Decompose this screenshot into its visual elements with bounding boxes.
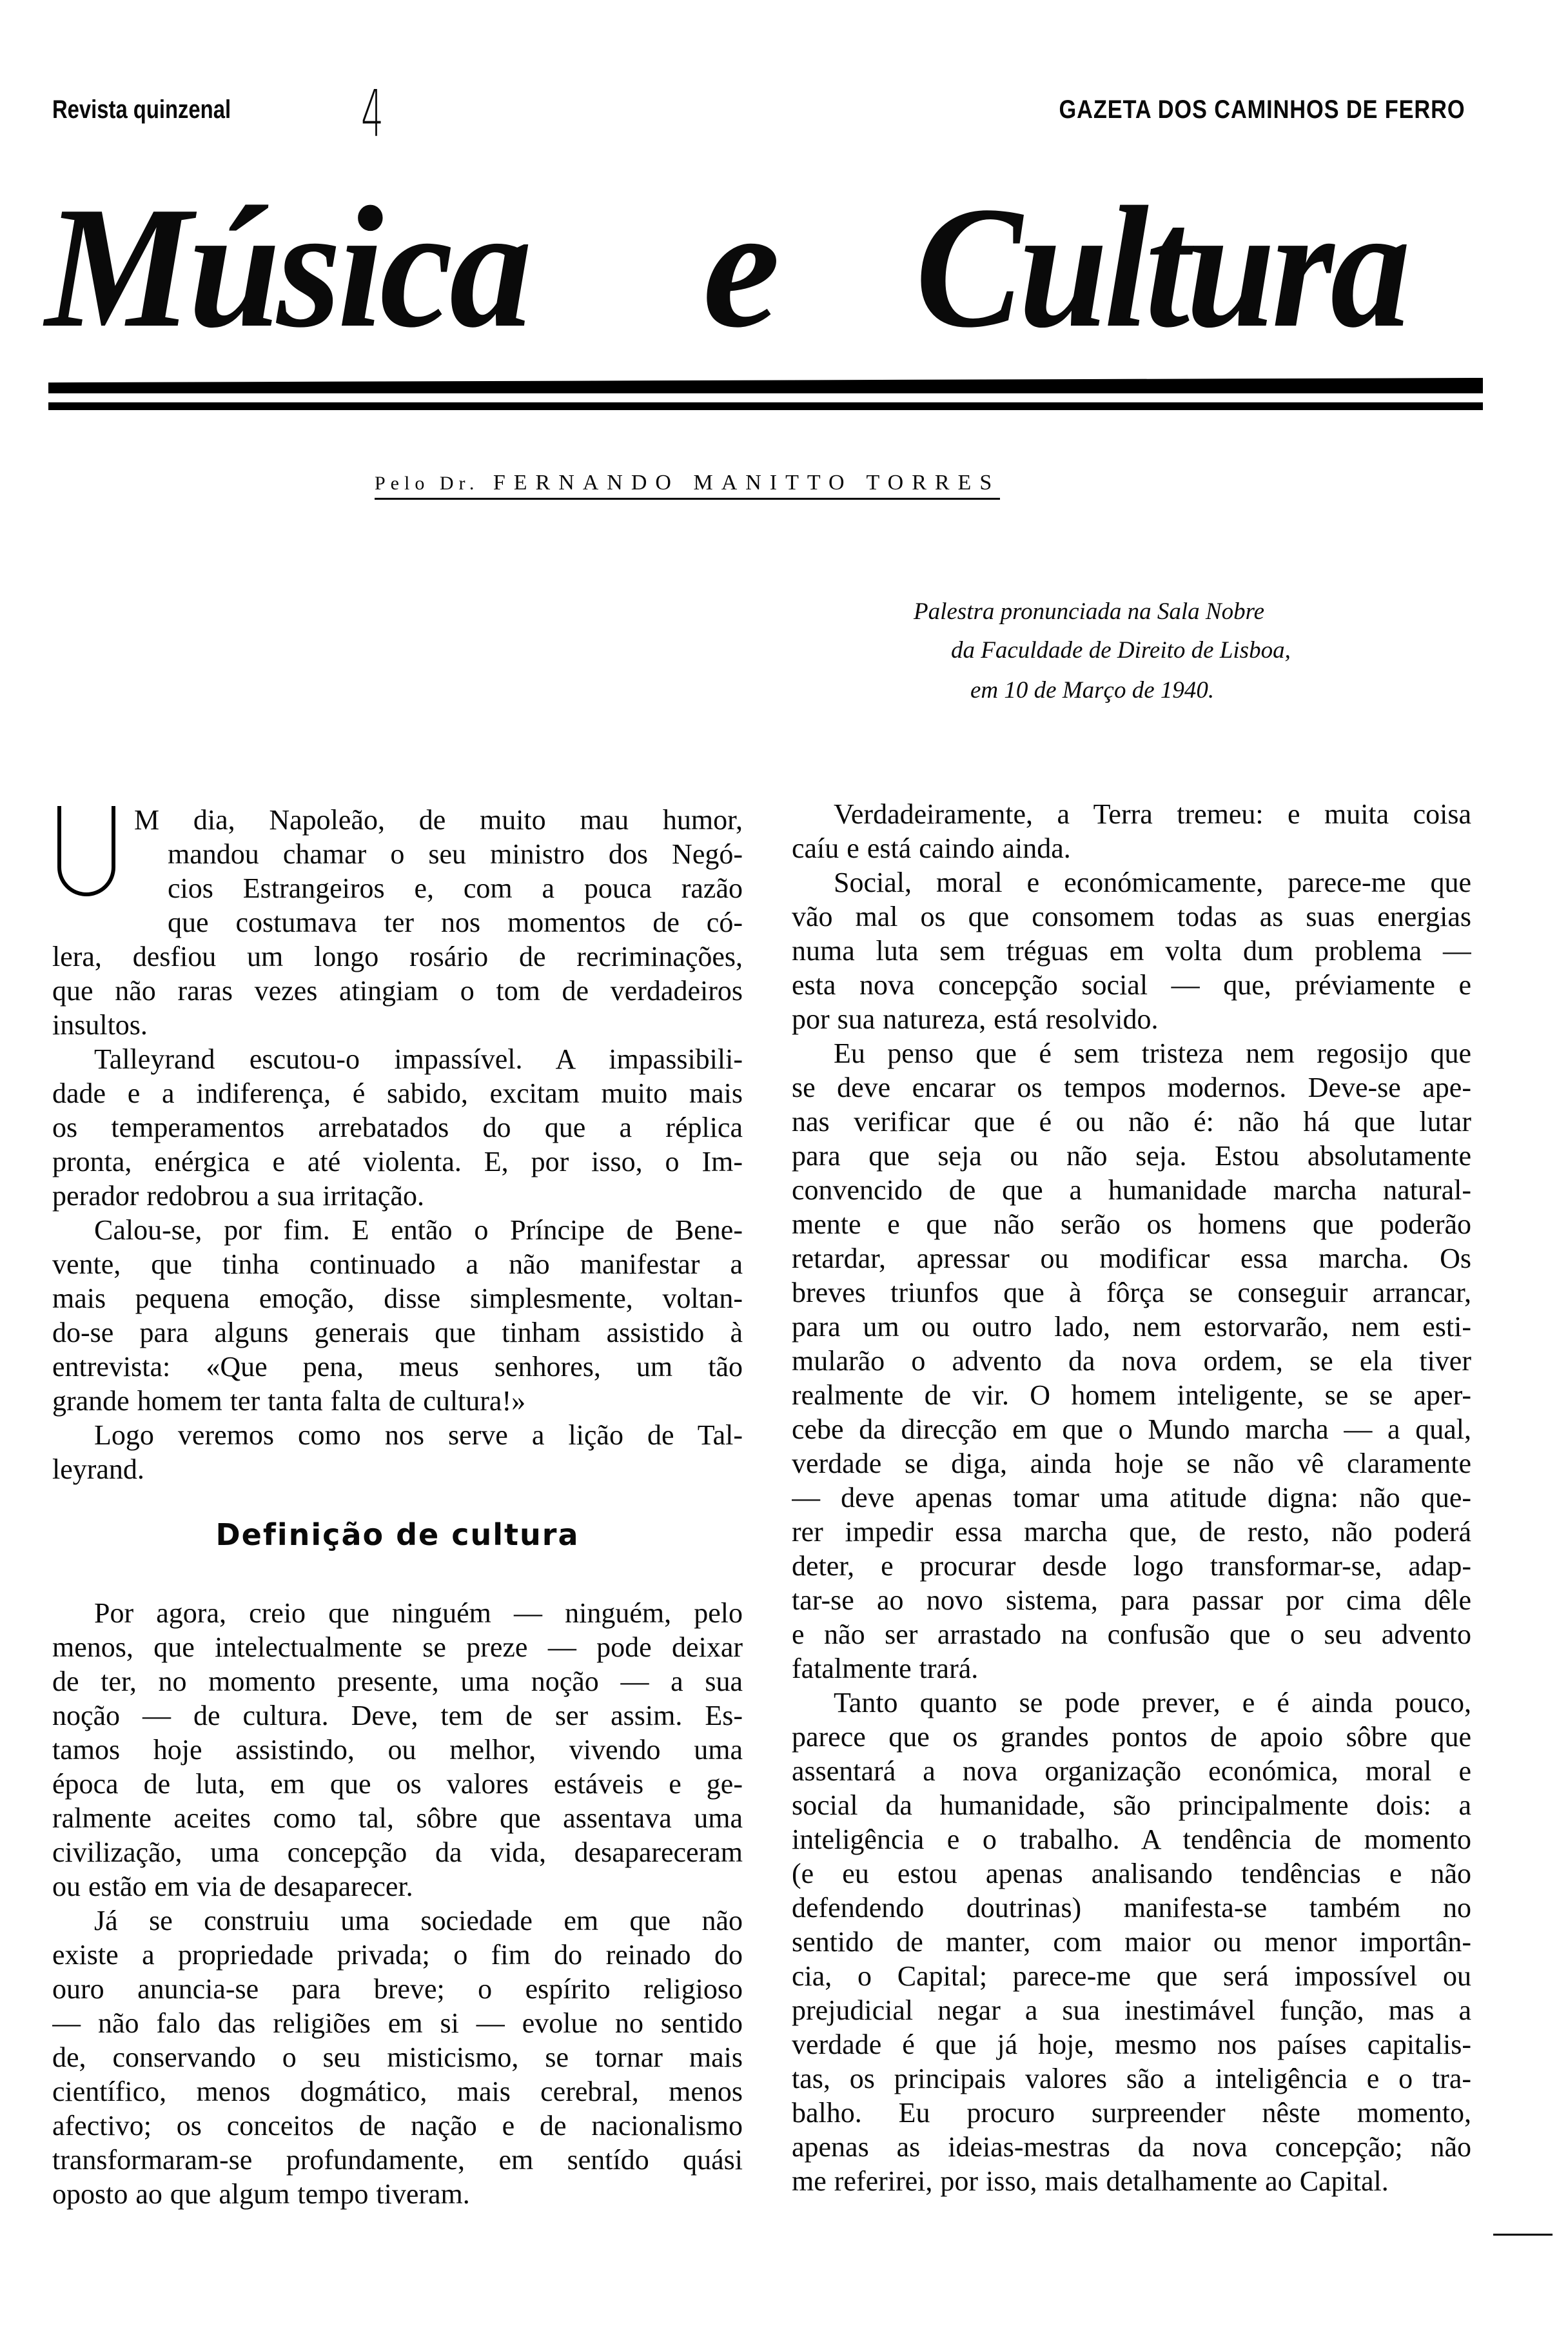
paragraph-line: mularão o advento da nova ordem, se ela tiver	[792, 1345, 1471, 1377]
paragraph-line: mandou chamar o seu ministro dos Negó-	[168, 838, 743, 870]
paragraph-line: os temperamentos arrebatados do que a réplica	[52, 1112, 743, 1143]
paragraph-line: parece que os grandes pontos de apoio sôbre que	[792, 1721, 1471, 1753]
paragraph-line: por sua natureza, está resolvido.	[792, 1003, 1159, 1035]
paragraph-line: verdade é que já hoje, mesmo nos países capitalis-	[792, 2029, 1471, 2060]
paragraph-line: ou estão em via de desaparecer.	[52, 1871, 413, 1902]
magazine-frequency-label: Revista quinzenal	[52, 95, 231, 124]
byline-author: FERNANDO MANITTO TORRES	[493, 471, 1001, 495]
paragraph-line: apenas as ideias-mestras da nova concepção; não	[792, 2131, 1471, 2163]
paragraph-line: época de luta, em que os valores estáveis e ge-	[52, 1768, 743, 1800]
paragraph-line: civilização, uma concepção da vida, desapareceram	[52, 1836, 743, 1868]
epigraph-line: em 10 de Março de 1940.	[970, 677, 1215, 704]
title-rule-thick	[48, 378, 1483, 393]
paragraph-line: defendendo doutrinas) manifesta-se também no	[792, 1892, 1471, 1924]
paragraph-line: que não raras vezes atingiam o tom de verdadeiros	[52, 975, 743, 1007]
paragraph-line: insultos.	[52, 1009, 148, 1041]
paragraph-line: breves triunfos que à fôrça se conseguir arrancar,	[792, 1277, 1471, 1308]
section-heading: Definição de cultura	[215, 1517, 580, 1552]
paragraph-line: Calou-se, por fim. E então o Príncipe de Bene-	[94, 1214, 743, 1246]
title-word-musica: Música	[45, 171, 529, 364]
paragraph-line: Social, moral e económicamente, parece-me que	[834, 867, 1471, 898]
paragraph-line: Logo veremos como nos serve a lição de Tal-	[94, 1419, 743, 1451]
paragraph-line: numa luta sem tréguas em volta dum problema —	[792, 935, 1471, 967]
right-column	[792, 797, 1471, 2198]
paragraph-line: Verdadeiramente, a Terra tremeu: e muita coisa	[834, 798, 1471, 830]
paragraph-line: Tanto quanto se pode prever, e é ainda pouco,	[834, 1687, 1471, 1718]
paragraph-line: científico, menos dogmático, mais cerebral, menos	[52, 2076, 743, 2107]
paragraph-line: cebe da direcção em que o Mundo marcha — a qual,	[792, 1413, 1471, 1445]
paragraph-line: para um ou outro lado, nem estorvarão, nem esti-	[792, 1311, 1471, 1343]
paragraph-line: pronta, enérgica e até violenta. E, por isso, o Im-	[52, 1146, 743, 1177]
title-rule-thin	[48, 402, 1483, 410]
title-word-e: e	[703, 171, 776, 364]
page-edge-mark	[1493, 2234, 1553, 2236]
paragraph-line: nas verificar que é ou não é: não há que lutar	[792, 1106, 1471, 1137]
paragraph-line: verdade se diga, ainda hoje se não vê claramente	[792, 1448, 1471, 1479]
paragraph-line: cios Estrangeiros e, com a pouca razão	[168, 872, 743, 904]
paragraph-line: existe a propriedade privada; o fim do reinado do	[52, 1939, 743, 1971]
paragraph-line: tas, os principais valores são a inteligência e o tra-	[792, 2063, 1471, 2094]
paragraph-line: dade e a indiferença, é sabido, excitam muito mais	[52, 1078, 743, 1109]
paragraph-line: e não ser arrastado na confusão que o seu advento	[792, 1619, 1471, 1650]
paragraph-line: inteligência e o trabalho. A tendência de momento	[792, 1824, 1471, 1855]
paragraph-line: retardar, apressar ou modificar essa marcha. Os	[792, 1243, 1471, 1274]
paragraph-line: leyrand.	[52, 1453, 144, 1485]
paragraph-line: tamos hoje assistindo, ou melhor, vivendo uma	[52, 1734, 743, 1766]
epigraph-line: da Faculdade de Direito de Lisboa,	[951, 637, 1291, 664]
paragraph-line: se deve encarar os tempos modernos. Deve-se ape-	[792, 1072, 1471, 1103]
paragraph-line: fatalmente trará.	[792, 1653, 979, 1684]
paragraph-line: cia, o Capital; parece-me que será impossível ou	[792, 1960, 1471, 1992]
paragraph-line: — deve apenas tomar uma atitude digna: não que-	[792, 1482, 1471, 1513]
paragraph-line: ouro anuncia-se para breve; o espírito religioso	[52, 1973, 743, 2005]
paragraph-line: caíu e está caindo ainda.	[792, 832, 1071, 864]
paragraph-line: Talleyrand escutou-o impassível. A impassibili-	[94, 1043, 743, 1075]
epigraph-line: Palestra pronunciada na Sala Nobre	[914, 598, 1265, 625]
paragraph-line: noção — de cultura. Deve, tem de ser assim. Es-	[52, 1700, 743, 1731]
byline	[375, 471, 1000, 500]
byline-prefix: Pelo Dr.	[375, 473, 480, 494]
paragraph-line: grande homem ter tanta falta de cultura!»	[52, 1385, 526, 1417]
paragraph-line: entrevista: «Que pena, meus senhores, um tão	[52, 1351, 743, 1383]
paragraph-line: — não falo das religiões em si — evolue no sentido	[52, 2007, 743, 2039]
handwritten-page-number: 4	[361, 76, 384, 152]
paragraph-line: para que seja ou não seja. Estou absolutamente	[792, 1140, 1471, 1172]
paragraph-line: menos, que intelectualmente se preze — pode deixar	[52, 1631, 743, 1663]
paragraph-line: deter, e procurar desde logo transformar-se, adap-	[792, 1550, 1471, 1582]
paragraph-line: de ter, no momento presente, uma noção — a sua	[52, 1666, 743, 1697]
paragraph-line: de, conservando o seu misticismo, se tornar mais	[52, 2042, 743, 2073]
paragraph-line: vão mal os que consomem todas as suas energias	[792, 901, 1471, 932]
paragraph-line: prejudicial negar a sua inestimável função, mas a	[792, 1994, 1471, 2026]
paragraph-line: (e eu estou apenas analisando tendências e não	[792, 1858, 1471, 1889]
paragraph-line: tar-se ao novo sistema, para passar por cima dêle	[792, 1584, 1471, 1616]
paragraph-line: transformaram-se profundamente, em sentído quási	[52, 2144, 743, 2176]
paragraph-line: assentará a nova organização económica, moral e	[792, 1755, 1471, 1787]
paragraph-line: rer impedir essa marcha que, de resto, não poderá	[792, 1516, 1471, 1548]
paragraph-line: Eu penso que é sem tristeza nem regosijo que	[834, 1038, 1471, 1069]
paragraph-line: oposto ao que algum tempo tiveram.	[52, 2178, 470, 2210]
paragraph-line: convencido de que a humanidade marcha natural-	[792, 1174, 1471, 1206]
paragraph-line: social da humanidade, são principalmente dois: a	[792, 1789, 1471, 1821]
paragraph-line: perador redobrou a sua irritação.	[52, 1180, 424, 1212]
left-column	[52, 803, 743, 2211]
paragraph-line: que costumava ter nos momentos de có-	[168, 907, 743, 938]
paragraph-line: vente, que tinha continuado a não manifestar a	[52, 1248, 743, 1280]
paragraph-line: ralmente aceites como tal, sôbre que assentava uma	[52, 1802, 743, 1834]
title-word-cultura: Cultura	[916, 171, 1407, 364]
paragraph-line: M dia, Napoleão, de muito mau humor,	[134, 804, 743, 836]
paragraph-line: realmente de vir. O homem inteligente, se se aper-	[792, 1379, 1471, 1411]
paragraph-line: esta nova concepção social — que, préviamente e	[792, 969, 1471, 1001]
paragraph-line: sentido de manter, com maior ou menor importân-	[792, 1926, 1471, 1958]
paragraph-line: lera, desfiou um longo rosário de recriminações,	[52, 941, 743, 972]
paragraph-line: balho. Eu procuro surpreender nêste momento,	[792, 2097, 1471, 2129]
paragraph-line: Já se construiu uma sociedade em que não	[94, 1905, 743, 1936]
paragraph-line: do-se para alguns generais que tinham assistido à	[52, 1317, 743, 1348]
paragraph-line: Por agora, creio que ninguém — ninguém, pelo	[94, 1597, 743, 1629]
paragraph-line: afectivo; os conceitos de nação e de nacionalismo	[52, 2110, 743, 2141]
paragraph-line: mente e que não serão os homens que poderão	[792, 1208, 1471, 1240]
paragraph-line: me referirei, por isso, mais detalhamente ao Capital.	[792, 2165, 1389, 2197]
paragraph-line: mais pequena emoção, disse simplesmente, voltan-	[52, 1283, 743, 1314]
publication-name: GAZETA DOS CAMINHOS DE FERRO	[1059, 95, 1465, 124]
